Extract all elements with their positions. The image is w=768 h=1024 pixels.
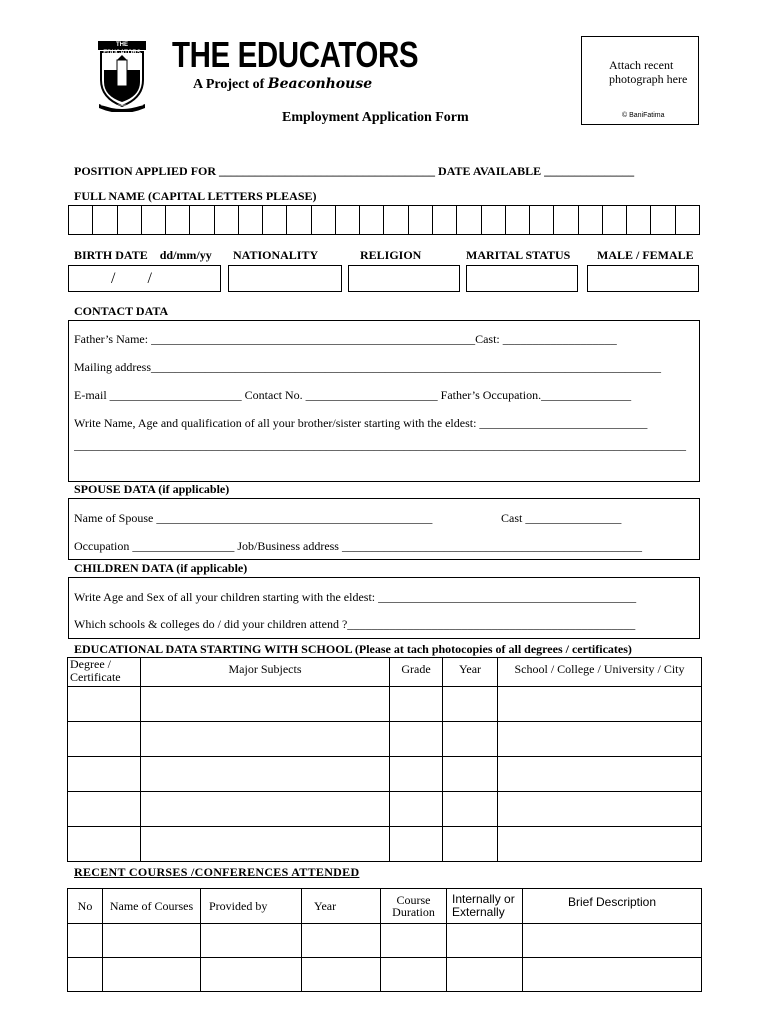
fathers-name-field[interactable]: Father’s Name: ______________________________________________________Cast: ___________________ (74, 332, 617, 346)
col-institution: School / College / University / City (498, 658, 702, 687)
name-char-box[interactable] (287, 206, 311, 234)
name-char-box[interactable] (627, 206, 651, 234)
nationality-input[interactable] (228, 265, 342, 292)
birth-date-input[interactable] (68, 265, 221, 292)
education-heading: EDUCATIONAL DATA STARTING WITH SCHOOL (Please at tach photocopies of all degrees / certificates) (74, 642, 632, 656)
siblings-field[interactable]: Write Name, Age and qualification of all your brother/sister starting with the eldest: ____________________________ (74, 416, 648, 430)
children-section (68, 577, 700, 639)
col-description: Brief Description (523, 889, 702, 924)
education-header-row (68, 658, 702, 687)
date-available-input[interactable]: _______________ (544, 164, 635, 178)
mailing-address-field[interactable]: Mailing address_____________________________________________________________________________________ (74, 360, 661, 374)
name-char-box[interactable] (554, 206, 578, 234)
marital-status-label: MARITAL STATUS (466, 248, 571, 262)
religion-label: RELIGION (360, 248, 422, 262)
col-duration: Course Duration (381, 889, 447, 924)
name-char-box[interactable] (384, 206, 408, 234)
form-title: Employment Application Form (282, 110, 469, 125)
position-input[interactable]: ____________________________________ (219, 164, 436, 178)
position-label: POSITION APPLIED FOR (74, 164, 217, 178)
subtitle-brand: Beaconhouse (267, 76, 373, 92)
full-name-label: FULL NAME (CAPITAL LETTERS PLEASE) (74, 189, 317, 203)
table-row[interactable] (68, 722, 702, 757)
marital-status-input[interactable] (466, 265, 578, 292)
name-char-box[interactable] (506, 206, 530, 234)
name-char-box[interactable] (676, 206, 699, 234)
name-char-box[interactable] (457, 206, 481, 234)
subtitle-prefix: A Project of (193, 77, 265, 92)
col-no: No (68, 889, 103, 924)
spouse-name-field[interactable]: Name of Spouse ______________________________________________ (74, 511, 433, 525)
date-format-text: dd/mm/yy (159, 248, 212, 262)
name-char-box[interactable] (215, 206, 239, 234)
full-name-boxes[interactable] (68, 205, 700, 235)
name-char-box[interactable] (69, 206, 93, 234)
contact-section (68, 320, 700, 482)
name-char-box[interactable] (166, 206, 190, 234)
name-char-box[interactable] (530, 206, 554, 234)
children-heading: CHILDREN DATA (if applicable) (74, 561, 248, 575)
logo-motto: Knowledge, Quality, Excellence (101, 103, 143, 107)
name-char-box[interactable] (336, 206, 360, 234)
education-table (67, 657, 702, 862)
org-subtitle (193, 76, 372, 93)
table-row[interactable] (68, 757, 702, 792)
spouse-section (68, 498, 700, 560)
table-row[interactable] (68, 687, 702, 722)
name-char-box[interactable] (651, 206, 675, 234)
name-char-box[interactable] (93, 206, 117, 234)
name-char-box[interactable] (409, 206, 433, 234)
contact-info-field[interactable]: E-mail ______________________ Contact No. ______________________ Father’s Occupation._______________ (74, 388, 632, 402)
col-grade: Grade (390, 658, 443, 687)
spouse-occupation-field[interactable]: Occupation _________________ Job/Business address __________________________________________________ (74, 539, 642, 553)
photo-instructions: Attach recent photograph here (609, 58, 688, 86)
name-char-box[interactable] (360, 206, 384, 234)
table-row[interactable] (68, 792, 702, 827)
courses-table (67, 888, 702, 992)
col-course-name: Name of Courses (103, 889, 201, 924)
photo-box[interactable] (581, 36, 699, 125)
nationality-label: NATIONALITY (233, 248, 319, 262)
name-char-box[interactable] (239, 206, 263, 234)
courses-header-row (68, 889, 702, 924)
name-char-box[interactable] (190, 206, 214, 234)
name-char-box[interactable] (482, 206, 506, 234)
photo-credit: © BaniFatima (622, 112, 665, 119)
name-char-box[interactable] (433, 206, 457, 234)
contact-heading: CONTACT DATA (74, 304, 169, 318)
name-char-box[interactable] (579, 206, 603, 234)
col-year: Year (443, 658, 498, 687)
date-slashes: / / (111, 270, 152, 287)
date-available-label: DATE AVAILABLE (438, 164, 542, 178)
courses-heading: RECENT COURSES /CONFERENCES ATTENDED (74, 865, 360, 879)
name-char-box[interactable] (118, 206, 142, 234)
children-schools-field[interactable]: Which schools & colleges do / did your children attend ?________________________________________________ (74, 617, 636, 631)
birth-date-text: BIRTH DATE (74, 248, 148, 262)
table-row[interactable] (68, 827, 702, 862)
col-major-subjects: Major Subjects (141, 658, 390, 687)
table-row[interactable] (68, 958, 702, 992)
name-char-box[interactable] (142, 206, 166, 234)
religion-input[interactable] (348, 265, 460, 292)
spouse-cast-field[interactable]: Cast ________________ (501, 511, 622, 525)
col-provided-by: Provided by (201, 889, 302, 924)
gender-label: MALE / FEMALE (597, 248, 694, 262)
siblings-field-line2[interactable]: ______________________________________________________________________________________________________ (74, 438, 686, 452)
org-title: THE EDUCATORS (172, 34, 419, 75)
name-char-box[interactable] (263, 206, 287, 234)
name-char-box[interactable] (312, 206, 336, 234)
children-age-sex-field[interactable]: Write Age and Sex of all your children starting with the eldest: ___________________________________________ (74, 590, 637, 604)
name-char-box[interactable] (603, 206, 627, 234)
birth-date-label (74, 248, 212, 263)
logo-label: THE EDUCATORS (103, 42, 141, 56)
spouse-heading: SPOUSE DATA (if applicable) (74, 482, 230, 496)
col-course-year: Year (302, 889, 381, 924)
position-row (74, 164, 634, 179)
col-degree: Degree / Certificate (68, 658, 141, 687)
gender-input[interactable] (587, 265, 699, 292)
table-row[interactable] (68, 924, 702, 958)
col-internal-external: Internally or Externally (447, 889, 523, 924)
